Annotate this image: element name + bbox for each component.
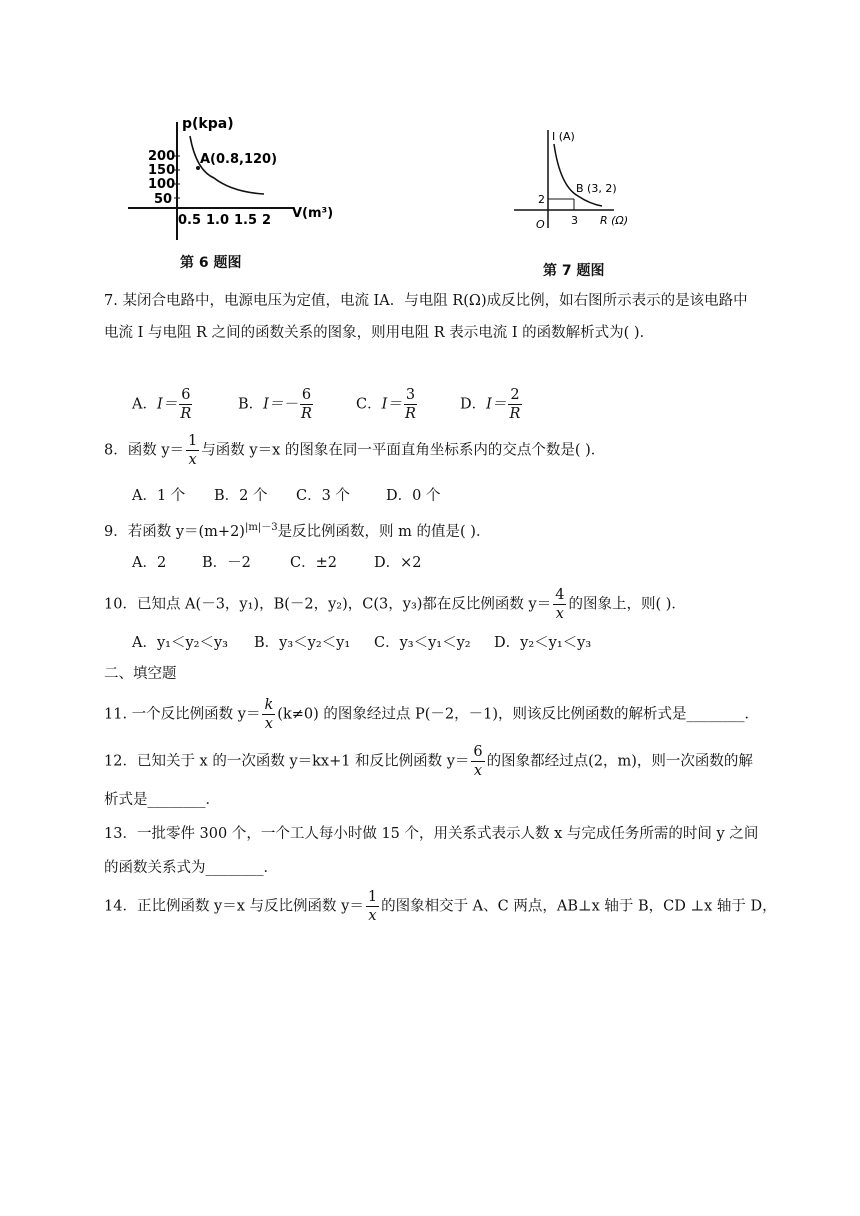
q14-stem: 14．正比例函数 y＝x 与反比例函数 y＝ $\frac{1}{x}$ 的图象相交于 A、C 两点，AB⊥x 轴于 B，CD ⊥x 轴于 D， <box>104 889 777 924</box>
section-fill-in-heading: 二、填空题 <box>104 666 177 682</box>
q8-option-b: B．2 个 <box>214 488 268 504</box>
q7-line1: 7. 某闭合电路中，电源电压为定值，电流 IA．与电阻 R(Ω)成反比例，如右图所示表示的是该电路中 <box>104 293 748 309</box>
q9-option-c: C．±2 <box>290 555 337 571</box>
q13-line1: 13．一批零件 300 个，一个工人每小时做 15 个，用关系式表示人数 x 与完成任务所需的时间 y 之间 <box>104 826 759 842</box>
fig6-ytick-100: 100 <box>148 177 176 192</box>
fig7-curve <box>554 144 602 206</box>
figure-6-caption: 第 6 题图 <box>180 255 242 271</box>
fig6-xtick-0.5: 0.5 <box>178 213 202 228</box>
figure-7-caption: 第 7 题图 <box>543 263 605 279</box>
q8-option-c: C．3 个 <box>296 488 350 504</box>
q7-line2: 电流 I 与电阻 R 之间的函数关系的图象，则用电阻 R 表示电流 I 的函数解析式为( )． <box>104 325 655 341</box>
q7-option-a: A．I＝ $\frac{6}{R}$ <box>132 387 192 422</box>
q7-option-b: B．I＝－ $\frac{6}{R}$ <box>238 387 312 422</box>
q7-option-c: C．I＝ $\frac{3}{R}$ <box>356 387 416 422</box>
fig6-xtick-1.0: 1.0 <box>206 213 230 228</box>
fig7-xtick: 3 <box>571 214 578 227</box>
fig7-ytick: 2 <box>538 193 545 206</box>
fig6-ytick-50: 50 <box>154 192 173 207</box>
fig6-ytick-150: 150 <box>148 163 176 178</box>
q10-option-c: C．y₃＜y₁＜y₂ <box>374 635 471 651</box>
q7-option-d: D．I＝ $\frac{2}{R}$ <box>460 387 521 422</box>
fig7-ylabel: I (A) <box>552 130 575 143</box>
q10-stem: 10．已知点 A(－3，y₁)，B(－2，y₂)，C(3，y₃)都在反比例函数 y＝ $\frac{4}{x}$ 的图象上，则( )． <box>104 587 686 622</box>
figure-7-graph <box>506 124 656 236</box>
q10-option-d: D．y₂＜y₁＜y₃ <box>494 635 592 651</box>
q8-stem: 8．函数 y＝ $\frac{1}{x}$ 与函数 y＝x 的图象在同一平面直角坐标系内的交点个数是( )． <box>104 433 606 468</box>
fig6-xtick-1.5: 1.5 <box>234 213 258 228</box>
q8-option-a: A．1 个 <box>132 488 186 504</box>
figure-6-graph <box>124 110 344 250</box>
q8-option-d: D．0 个 <box>386 488 441 504</box>
q13-line2: 的函数关系式为________． <box>104 860 278 876</box>
fig6-xlabel: V(m³) <box>292 206 334 221</box>
q9-option-a: A．2 <box>132 555 167 571</box>
fig6-ytick-200: 200 <box>148 149 176 164</box>
fig7-point-label: B (3, 2) <box>576 182 617 195</box>
fig6-ylabel: p(kpa) <box>182 116 234 132</box>
q12-line2: 析式是________． <box>104 792 220 808</box>
fig7-xlabel: R (Ω) <box>600 214 629 227</box>
q10-option-b: B．y₃＜y₂＜y₁ <box>254 635 351 651</box>
fig6-point-label: A(0.8,120) <box>200 152 278 167</box>
q9-stem: 9．若函数 $y=(m+2)^{|m|-3}$是反比例函数，则 m 的值是( )． <box>104 522 491 540</box>
q10-option-a: A．y₁＜y₂＜y₃ <box>132 635 228 651</box>
q9-option-d: D．×2 <box>374 555 422 571</box>
q9-option-b: B．－2 <box>202 555 251 571</box>
q12-stem: 12．已知关于 x 的一次函数 y＝kx+1 和反比例函数 y＝ $\frac{6}{x}$ 的图象都经过点(2，m)，则一次函数的解 <box>104 744 753 779</box>
fig7-origin: O <box>536 218 545 231</box>
q11-stem: 11. 一个反比例函数 y＝ $\frac{k}{x}$ (k≠0) 的图象经过点 P(－2，－1)，则该反比例函数的解析式是________． <box>104 697 759 732</box>
fig6-xtick-2: 2 <box>262 213 272 228</box>
